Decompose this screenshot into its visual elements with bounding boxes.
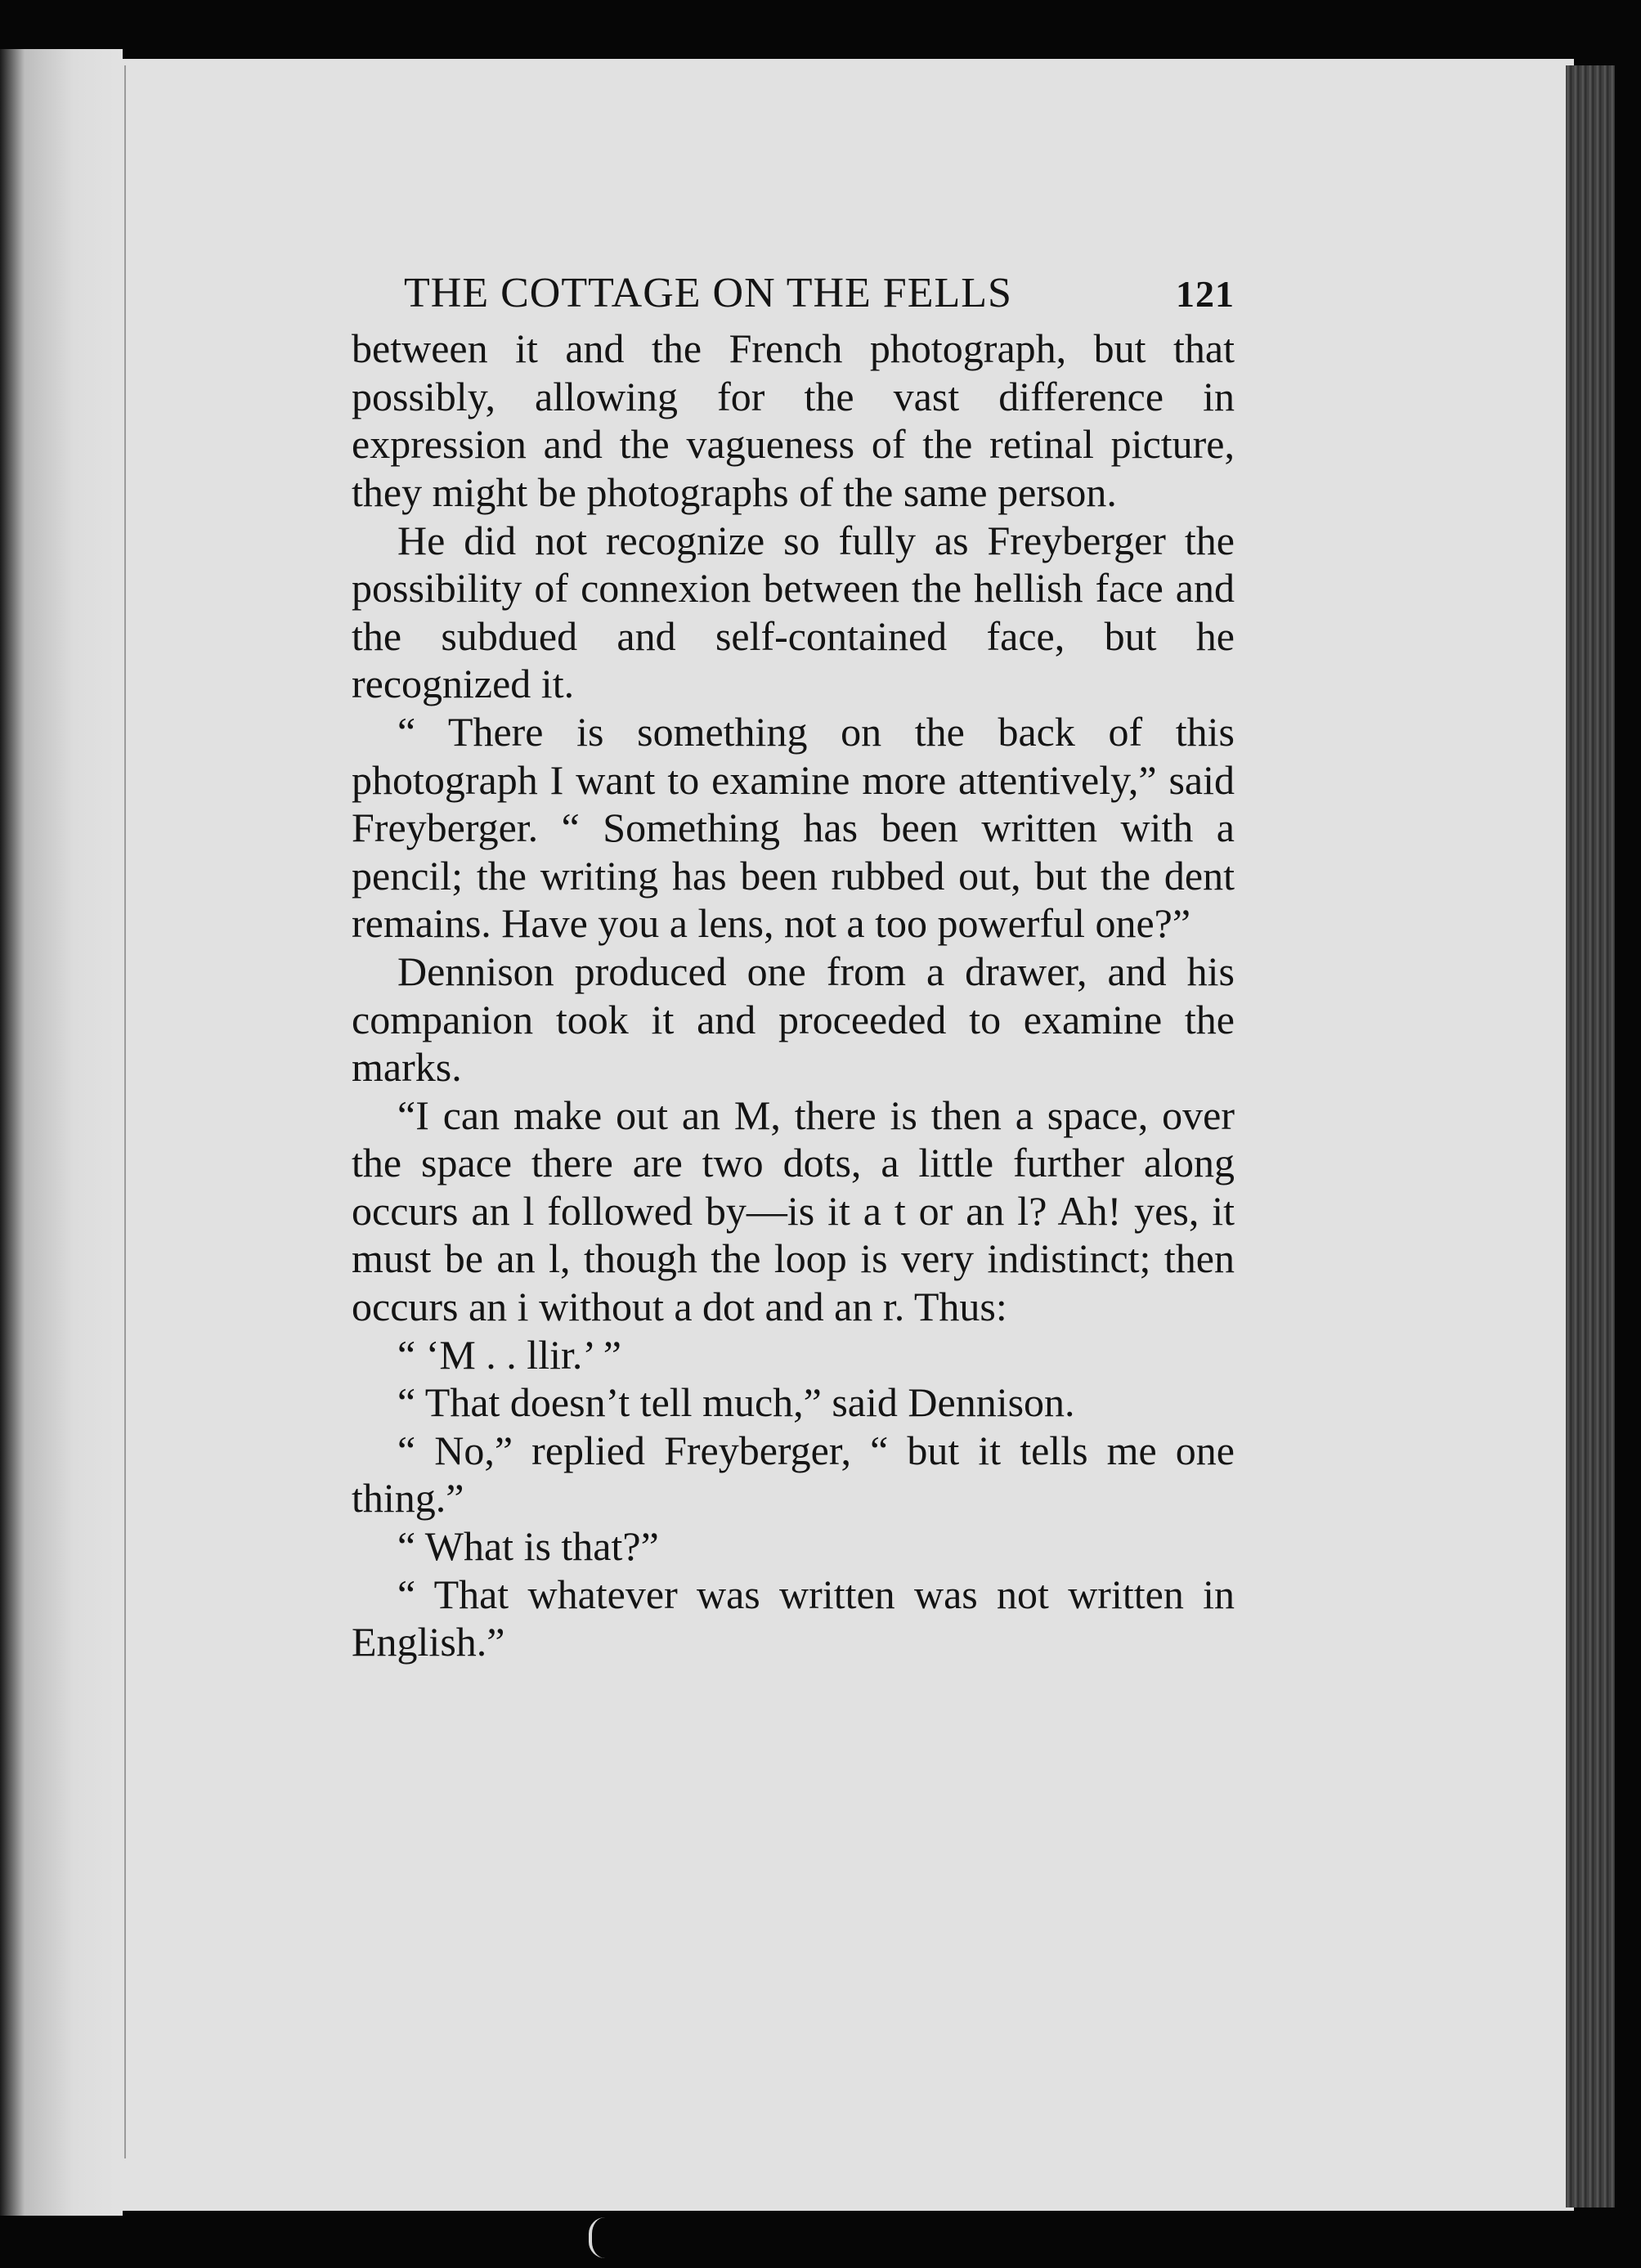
page-edges: [1566, 65, 1615, 2207]
paragraph: “ That whatever was written was not written in English.”: [352, 1571, 1235, 1665]
page-number: 121: [1176, 273, 1235, 315]
scan-artifact: [589, 2217, 607, 2258]
paragraph: “ ‘M . . llir.’ ”: [397, 1331, 621, 1378]
paragraph: Dennison produced one from a drawer, and his companion took it and proceeded to examine the marks.: [352, 948, 1235, 1091]
paragraph: “ What is that?”: [397, 1523, 659, 1570]
paragraph: “ That doesn’t tell much,” said Dennison.: [397, 1379, 1075, 1426]
paragraph: between it and the French photograph, but that possibly, allowing for the vast difference in expression and the vagueness of the retinal picture, they might be photographs of the same person.: [352, 325, 1235, 515]
paragraph: “ No,” replied Freyberger, “ but it tells me one thing.”: [352, 1427, 1235, 1522]
paragraph: “ There is something on the back of this photograph I want to examine more attentively,” said Freyberger. “ Something has been written with a pencil; the writing has been rubbed out, but the dent remains. Have you a lens, not a too powerful one?”: [352, 708, 1235, 947]
running-head: [404, 270, 1235, 316]
text-block: [352, 270, 1235, 1666]
running-title: THE COTTAGE ON THE FELLS: [404, 270, 1012, 316]
spine-shadow: [0, 49, 123, 2216]
paragraph: “I can make out an M, there is then a space, over the space there are two dots, a little further along occurs an l followed by—is it a t or an l? Ah! yes, it must be an l, though the loop is very indistinct; then occurs an i without a dot and an r. Thus:: [352, 1091, 1235, 1330]
paragraph: He did not recognize so fully as Freyberger the possibility of connexion between the hellish face and the subdued and self-contained face, but he recognized it.: [352, 517, 1235, 707]
gutter-line: [124, 65, 126, 2158]
